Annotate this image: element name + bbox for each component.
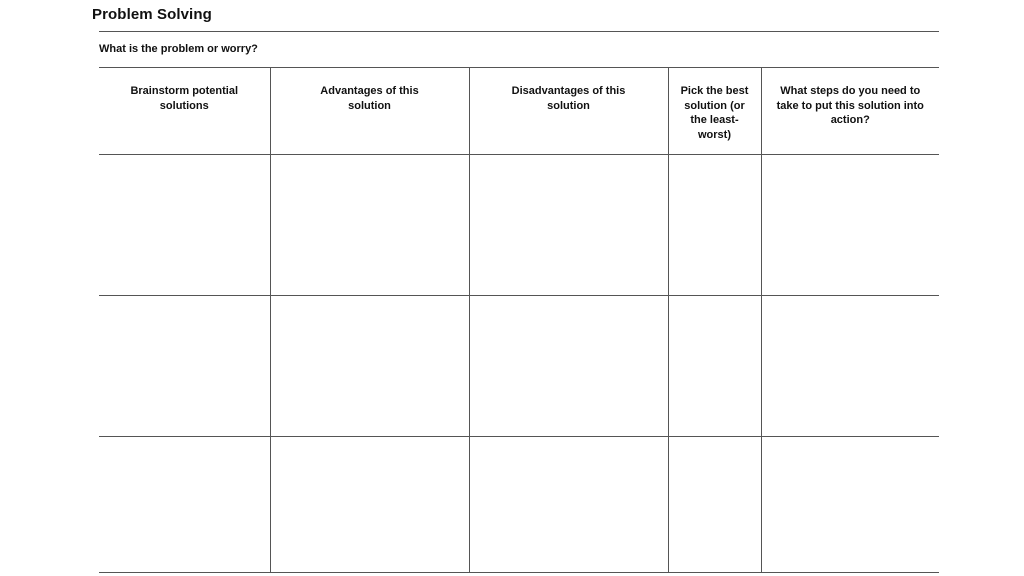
table-cell[interactable] (270, 155, 469, 296)
table-row (99, 296, 939, 437)
table-row (99, 155, 939, 296)
column-header-label: Advantages of this solution (320, 85, 419, 112)
column-header-label: What steps do you need to take to put this solution into action? (776, 85, 924, 126)
table-cell[interactable] (761, 155, 939, 296)
column-header-brainstorm (99, 68, 270, 155)
title-divider (99, 31, 939, 32)
column-header-label: Brainstorm potential solutions (130, 85, 239, 112)
problem-question-label: What is the problem or worry? (99, 43, 258, 55)
problem-solving-table (99, 67, 939, 573)
table-cell[interactable] (761, 437, 939, 573)
table-cell[interactable] (99, 155, 270, 296)
table-cell[interactable] (761, 296, 939, 437)
table-cell[interactable] (99, 437, 270, 573)
table-header-row (99, 68, 939, 155)
table-cell[interactable] (668, 155, 761, 296)
table-cell[interactable] (469, 155, 668, 296)
column-header-label: Pick the best solution (or the least-worst) (680, 85, 749, 141)
table-cell[interactable] (469, 296, 668, 437)
column-header-disadvantages (469, 68, 668, 155)
table-cell[interactable] (668, 296, 761, 437)
table-cell[interactable] (668, 437, 761, 573)
table-cell[interactable] (270, 437, 469, 573)
column-header-advantages (270, 68, 469, 155)
table-cell[interactable] (270, 296, 469, 437)
page-title: Problem Solving (92, 6, 212, 23)
table-cell[interactable] (99, 296, 270, 437)
column-header-action-steps (761, 68, 939, 155)
column-header-best-solution (668, 68, 761, 155)
table-row (99, 437, 939, 573)
table-cell[interactable] (469, 437, 668, 573)
column-header-label: Disadvantages of this solution (511, 85, 626, 112)
